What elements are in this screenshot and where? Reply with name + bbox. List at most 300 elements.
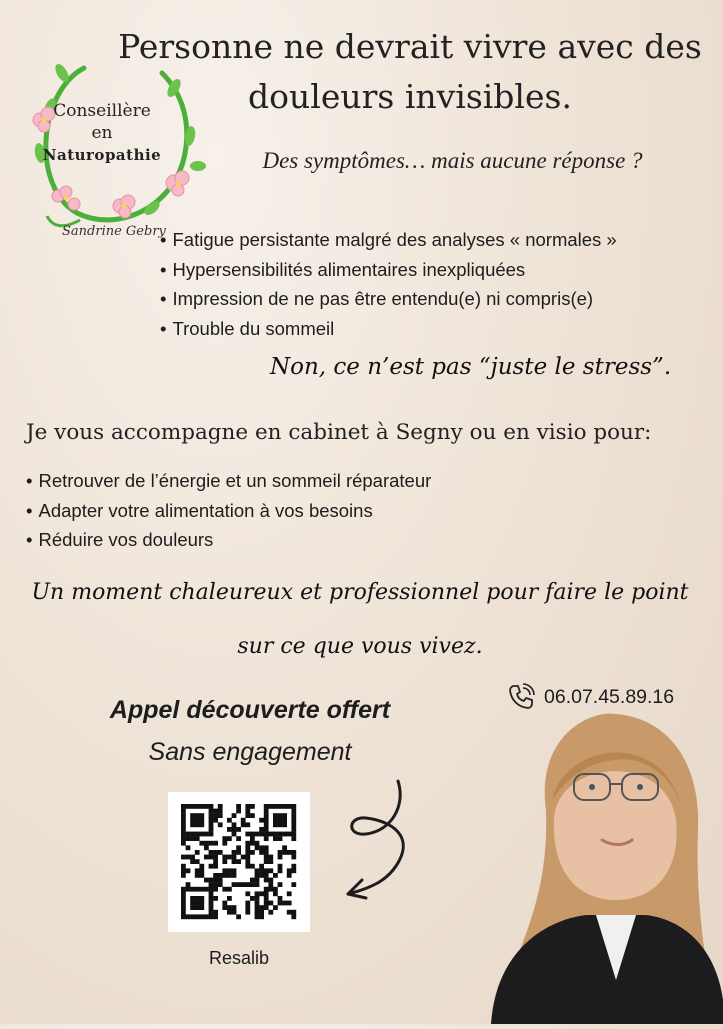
qr-module	[268, 804, 273, 809]
qr-module	[250, 878, 255, 883]
qr-module	[278, 832, 283, 837]
qr-module	[209, 901, 214, 906]
list-item: • Retrouver de l’énergie et un sommeil réparateur	[26, 466, 431, 496]
qr-module	[181, 818, 186, 823]
qr-module	[268, 887, 273, 892]
qr-module	[199, 864, 204, 869]
qr-module	[291, 910, 296, 915]
portrait-image	[476, 700, 723, 1024]
qr-module	[259, 868, 264, 873]
qr-module	[278, 804, 283, 809]
qr-module	[209, 850, 214, 855]
qr-module	[195, 813, 200, 818]
qr-module	[213, 850, 218, 855]
qr-module	[186, 804, 191, 809]
qr-module	[227, 836, 232, 841]
qr-module	[287, 868, 292, 873]
qr-module	[273, 836, 278, 841]
qr-module	[273, 813, 278, 818]
qr-module	[232, 850, 237, 855]
list-item: • Trouble du sommeil	[160, 314, 617, 344]
qr-module	[250, 882, 255, 887]
closing-quote-line-2: sur ce que vous vivez.	[237, 634, 483, 659]
qr-module	[236, 827, 241, 832]
qr-module	[195, 873, 200, 878]
qr-module	[282, 813, 287, 818]
qr-module	[204, 845, 209, 850]
qr-module	[259, 845, 264, 850]
qr-module	[264, 905, 269, 910]
qr-module	[209, 887, 214, 892]
qr-module	[232, 827, 237, 832]
subtitle: Des symptômes… mais aucune réponse ?	[262, 148, 643, 173]
qr-module	[209, 914, 214, 919]
qr-module	[245, 864, 250, 869]
offer-heading: Appel découverte offert	[109, 696, 391, 724]
qr-module	[227, 896, 232, 901]
qr-module	[222, 855, 227, 860]
page-title	[110, 22, 710, 121]
title-line-1: Personne ne devrait vivre avec des	[118, 27, 702, 66]
qr-module	[264, 827, 269, 832]
qr-module	[278, 850, 283, 855]
qr-module	[255, 905, 260, 910]
qr-module	[236, 845, 241, 850]
qr-module	[255, 878, 260, 883]
qr-module	[209, 809, 214, 814]
qr-module	[209, 855, 214, 860]
qr-module	[213, 882, 218, 887]
qr-module	[245, 910, 250, 915]
qr-module	[227, 873, 232, 878]
qr-module	[245, 882, 250, 887]
qr-module	[282, 845, 287, 850]
qr-module	[255, 910, 260, 915]
qr-module	[213, 859, 218, 864]
qr-module	[232, 855, 237, 860]
qr-module	[227, 910, 232, 915]
qr-module	[291, 822, 296, 827]
qr-module	[250, 850, 255, 855]
logo-line-3: Naturopathie	[42, 146, 162, 164]
qr-module	[209, 832, 214, 837]
qr-module	[204, 887, 209, 892]
qr-module	[291, 868, 296, 873]
symptom-list	[160, 225, 617, 343]
qr-module	[250, 832, 255, 837]
qr-module	[181, 901, 186, 906]
qr-module	[227, 905, 232, 910]
qr-module	[250, 896, 255, 901]
qr-module	[241, 818, 246, 823]
qr-module	[222, 868, 227, 873]
qr-module	[268, 832, 273, 837]
qr-module	[273, 832, 278, 837]
qr-module	[241, 855, 246, 860]
qr-module	[264, 832, 269, 837]
phone-number[interactable]: 06.07.45.89.16	[544, 685, 675, 708]
closing-quote	[20, 566, 700, 674]
qr-module	[181, 864, 186, 869]
qr-module	[241, 822, 246, 827]
qr-module	[204, 914, 209, 919]
stress-quote: Non, ce n’est pas “juste le stress”.	[270, 354, 672, 380]
qr-module	[232, 813, 237, 818]
qr-module	[190, 901, 195, 906]
qr-module	[232, 905, 237, 910]
qr-module	[186, 914, 191, 919]
qr-module	[291, 832, 296, 837]
qr-module	[218, 822, 223, 827]
qr-module	[218, 813, 223, 818]
qr-module	[278, 882, 283, 887]
qr-module	[181, 887, 186, 892]
qr-module	[264, 855, 269, 860]
qr-module	[199, 841, 204, 846]
qr-module	[186, 887, 191, 892]
qr-module	[199, 901, 204, 906]
qr-module	[259, 891, 264, 896]
qr-module	[232, 910, 237, 915]
qr-module	[264, 868, 269, 873]
qr-module	[199, 914, 204, 919]
qr-module	[204, 832, 209, 837]
qr-module	[218, 873, 223, 878]
qr-module	[195, 905, 200, 910]
qr-module	[273, 822, 278, 827]
qr-module	[259, 818, 264, 823]
qr-module	[282, 850, 287, 855]
list-item: • Hypersensibilités alimentaires inexpliquées	[160, 255, 617, 285]
qr-module	[268, 859, 273, 864]
qr-module	[245, 832, 250, 837]
qr-module	[227, 827, 232, 832]
qr-module	[186, 855, 191, 860]
qr-module	[278, 822, 283, 827]
qr-module	[245, 859, 250, 864]
qr-module	[287, 850, 292, 855]
qr-module	[209, 891, 214, 896]
qr-module	[190, 836, 195, 841]
qr-module	[264, 845, 269, 850]
qr-module	[255, 882, 260, 887]
closing-quote-line-1: Un moment chaleureux et professionnel pour faire le point	[31, 580, 689, 605]
qr-module	[268, 868, 273, 873]
qr-module	[199, 873, 204, 878]
qr-module	[204, 841, 209, 846]
qr-module	[273, 818, 278, 823]
qr-module	[222, 873, 227, 878]
qr-module	[213, 841, 218, 846]
logo-line-2: en	[91, 123, 113, 143]
qr-module	[213, 914, 218, 919]
qr-module	[264, 809, 269, 814]
qr-module	[190, 855, 195, 860]
qr-module	[181, 910, 186, 915]
qr-module	[255, 868, 260, 873]
qr-module	[222, 841, 227, 846]
qr-module	[287, 910, 292, 915]
qr-module	[181, 832, 186, 837]
qr-module	[181, 841, 186, 846]
qr-module	[204, 878, 209, 883]
qr-module	[245, 901, 250, 906]
qr-module	[287, 804, 292, 809]
qr-module	[250, 864, 255, 869]
qr-module	[195, 818, 200, 823]
qr-label: Resalib	[208, 948, 270, 968]
qr-module	[282, 822, 287, 827]
qr-module	[259, 910, 264, 915]
qr-module	[255, 896, 260, 901]
qr-module	[291, 818, 296, 823]
qr-module	[255, 841, 260, 846]
qr-module	[213, 896, 218, 901]
qr-module	[181, 873, 186, 878]
qr-module	[209, 841, 214, 846]
intro-text: Je vous accompagne en cabinet à Segny ou en visio pour:	[26, 420, 652, 445]
qr-module	[282, 832, 287, 837]
qr-module	[222, 859, 227, 864]
qr-module	[181, 809, 186, 814]
qr-module	[186, 845, 191, 850]
qr-module	[190, 859, 195, 864]
qr-module	[236, 859, 241, 864]
qr-module	[195, 836, 200, 841]
qr-module	[195, 887, 200, 892]
qr-module	[236, 804, 241, 809]
qr-module	[245, 804, 250, 809]
qr-module	[291, 864, 296, 869]
qr-module	[255, 914, 260, 919]
qr-module	[232, 859, 237, 864]
qr-module	[209, 910, 214, 915]
qr-module	[222, 887, 227, 892]
qr-module	[186, 832, 191, 837]
qr-module	[291, 914, 296, 919]
qr-module	[291, 855, 296, 860]
qr-module	[227, 868, 232, 873]
qr-module	[213, 864, 218, 869]
qr-module	[264, 804, 269, 809]
qr-module	[245, 822, 250, 827]
qr-module	[181, 896, 186, 901]
qr-module	[268, 910, 273, 915]
qr-module	[232, 868, 237, 873]
qr-module	[218, 882, 223, 887]
qr-module	[287, 832, 292, 837]
title-line-2: douleurs invisibles.	[248, 76, 572, 116]
qr-module	[199, 804, 204, 809]
qr-module	[195, 859, 200, 864]
qr-module	[232, 882, 237, 887]
qr-module	[255, 832, 260, 837]
qr-module	[209, 882, 214, 887]
qr-code[interactable]	[168, 792, 310, 932]
qr-module	[181, 891, 186, 896]
qr-module	[227, 818, 232, 823]
qr-module	[218, 804, 223, 809]
qr-module	[278, 901, 283, 906]
qr-module	[287, 901, 292, 906]
qr-module	[264, 873, 269, 878]
qr-module	[209, 905, 214, 910]
qr-module	[181, 914, 186, 919]
qr-module	[218, 878, 223, 883]
qr-module	[278, 813, 283, 818]
qr-module	[273, 891, 278, 896]
qr-module	[287, 873, 292, 878]
qr-module	[291, 850, 296, 855]
qr-module	[209, 864, 214, 869]
qr-module	[245, 841, 250, 846]
qr-module	[282, 818, 287, 823]
qr-module	[195, 850, 200, 855]
qr-module	[209, 822, 214, 827]
qr-module	[199, 818, 204, 823]
qr-module	[278, 855, 283, 860]
qr-module	[199, 868, 204, 873]
qr-module	[291, 813, 296, 818]
qr-module	[186, 882, 191, 887]
qr-module	[190, 914, 195, 919]
qr-module	[259, 850, 264, 855]
qr-module	[190, 804, 195, 809]
qr-module	[181, 836, 186, 841]
qr-module	[259, 905, 264, 910]
qr-module	[245, 855, 250, 860]
qr-module	[278, 896, 283, 901]
qr-module	[259, 914, 264, 919]
qr-module	[250, 836, 255, 841]
qr-module	[204, 855, 209, 860]
qr-module	[199, 822, 204, 827]
qr-module	[199, 813, 204, 818]
qr-module	[186, 868, 191, 873]
list-item: • Réduire vos douleurs	[26, 525, 431, 555]
qr-module	[264, 887, 269, 892]
logo-signature: Sandrine Gebry	[62, 224, 166, 239]
qr-module	[232, 832, 237, 837]
qr-module	[273, 873, 278, 878]
qr-module	[273, 804, 278, 809]
qr-module	[278, 864, 283, 869]
qr-module	[190, 822, 195, 827]
qr-module	[250, 841, 255, 846]
portrait-photo	[476, 700, 723, 1024]
qr-module	[209, 896, 214, 901]
qr-module	[190, 813, 195, 818]
qr-module	[213, 887, 218, 892]
qr-module	[195, 901, 200, 906]
qr-module	[213, 878, 218, 883]
qr-module	[227, 887, 232, 892]
qr-module	[199, 887, 204, 892]
qr-module	[209, 878, 214, 883]
qr-module	[245, 891, 250, 896]
qr-module	[195, 914, 200, 919]
qr-module	[236, 882, 241, 887]
qr-module	[278, 818, 283, 823]
qr-module	[264, 813, 269, 818]
qr-module	[282, 901, 287, 906]
qr-module	[250, 813, 255, 818]
qr-module	[195, 896, 200, 901]
qr-module	[264, 822, 269, 827]
qr-module	[190, 887, 195, 892]
list-item: • Impression de ne pas être entendu(e) ni compris(e)	[160, 284, 617, 314]
qr-module	[255, 891, 260, 896]
qr-module	[264, 901, 269, 906]
qr-module	[181, 855, 186, 860]
qr-module	[264, 859, 269, 864]
qr-module	[195, 804, 200, 809]
qr-module	[195, 822, 200, 827]
qr-module	[291, 809, 296, 814]
qr-module	[241, 882, 246, 887]
qr-module	[291, 836, 296, 841]
goals-list	[26, 466, 431, 555]
qr-module	[236, 836, 241, 841]
qr-module	[259, 827, 264, 832]
qr-module	[190, 896, 195, 901]
qr-module	[264, 878, 269, 883]
qr-module	[181, 804, 186, 809]
qr-module	[181, 905, 186, 910]
qr-module	[273, 905, 278, 910]
qr-module	[222, 901, 227, 906]
qr-module	[195, 868, 200, 873]
qr-module	[291, 804, 296, 809]
qr-module	[268, 878, 273, 883]
qr-module	[209, 804, 214, 809]
qr-module	[282, 804, 287, 809]
qr-module	[255, 845, 260, 850]
qr-module	[264, 836, 269, 841]
qr-module	[278, 868, 283, 873]
list-item: • Fatigue persistante malgré des analyses « normales »	[160, 225, 617, 255]
qr-module	[232, 822, 237, 827]
qr-module	[245, 813, 250, 818]
qr-module	[186, 836, 191, 841]
qr-module	[264, 818, 269, 823]
qr-module	[190, 905, 195, 910]
qr-module	[268, 855, 273, 860]
qr-module	[236, 809, 241, 814]
qr-module	[181, 868, 186, 873]
qr-module	[213, 855, 218, 860]
qr-module	[255, 901, 260, 906]
qr-module	[209, 818, 214, 823]
logo-line-1: Conseillère	[53, 101, 151, 121]
qr-module	[245, 850, 250, 855]
qr-module	[268, 882, 273, 887]
qr-module	[264, 891, 269, 896]
qr-module	[213, 809, 218, 814]
qr-module	[291, 827, 296, 832]
qr-module	[213, 818, 218, 823]
qr-module	[278, 836, 283, 841]
qr-module	[259, 832, 264, 837]
qr-module	[213, 813, 218, 818]
qr-module	[213, 873, 218, 878]
qr-module	[204, 804, 209, 809]
qr-module	[250, 804, 255, 809]
qr-module	[218, 850, 223, 855]
qr-module	[181, 827, 186, 832]
qr-module	[255, 873, 260, 878]
curly-arrow-icon	[336, 776, 426, 906]
